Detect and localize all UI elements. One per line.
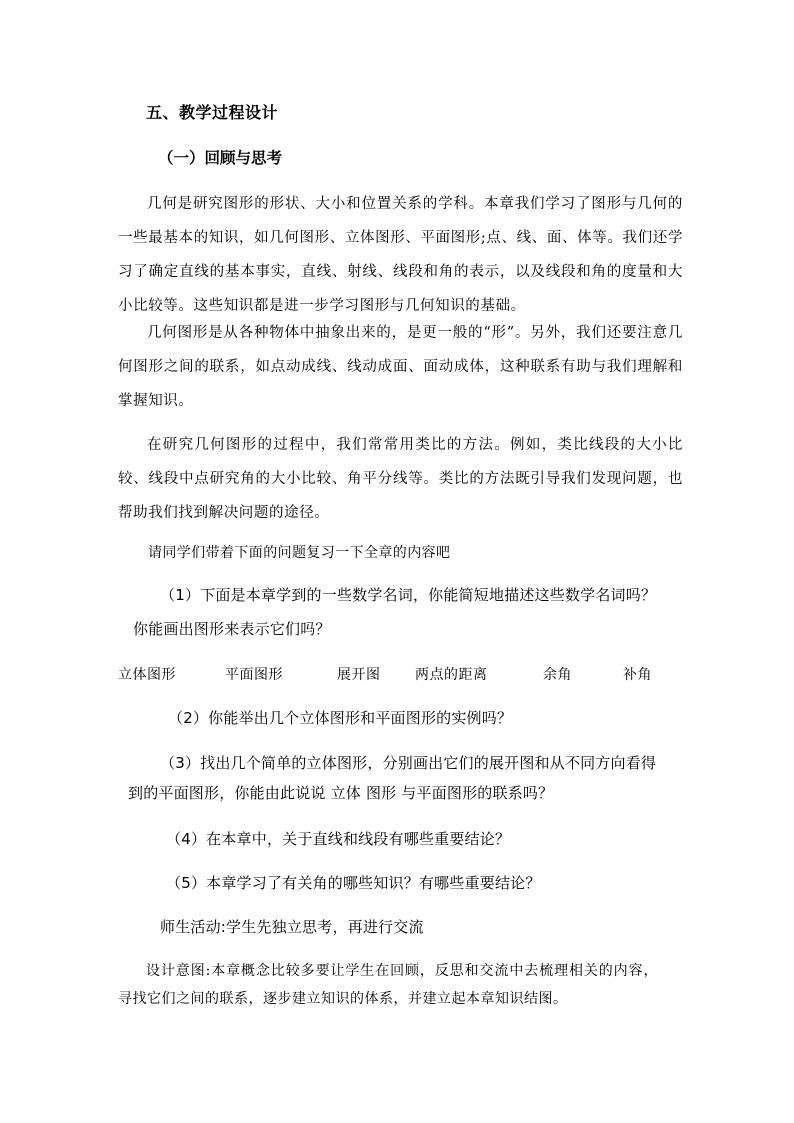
question-3-line-2: 到的平面图形，你能由此说说 立体 图形 与平面图形的联系吗？	[128, 784, 554, 802]
question-4: （4）在本章中，关于直线和线段有哪些重要结论？	[166, 830, 511, 848]
paragraph-geometry-intro: 几何是研究图形的形状、大小和位置关系的学科。本章我们学习了图形与几何的一些最基本的知识，如几何图形、立体图形、平面图形;点、线、面、体等。我们还学习了确定直线的基本事实，直线、射线、线段和角的表示，以及线段和角的度量和大小比较等。这些知识都是进一步学习图形与几何知识的基础。	[118, 196, 683, 314]
term-item: 立体图形	[118, 667, 176, 683]
paragraph-shape-relations: 几何图形是从各种物体中抽象出来的，是更一般的“形”。另外，我们还要注意几何图形之间的联系，如点动成线、线动成面、面动成体，这种联系有助与我们理解和掌握知识。	[118, 325, 683, 409]
term-item: 余角	[543, 667, 572, 683]
paragraph-analogy-method: 在研究几何图形的过程中，我们常常用类比的方法。例如，类比线段的大小比较、线段中点研究角的大小比较、角平分线等。类比的方法既引导我们发现问题，也帮助我们找到解决问题的途径。	[118, 437, 683, 521]
question-1-line-2: 你能画出图形来表示它们吗？	[133, 620, 331, 638]
review-prompt: 请同学们带着下面的问题复习一下全章的内容吧	[148, 545, 451, 561]
section-title: 五、教学过程设计	[146, 103, 279, 122]
term-item: 展开图	[337, 667, 381, 683]
question-2: （2）你能举出几个立体图形和平面图形的实例吗？	[168, 709, 513, 727]
term-item: 平面图形	[225, 667, 283, 683]
question-1-line-1: （1）下面是本章学到的一些数学名词，你能简短地描述这些数学名词吗？	[160, 586, 657, 604]
subsection-title: （一）回顾与思考	[158, 149, 283, 167]
term-item: 两点的距离	[415, 667, 488, 683]
term-item: 补角	[623, 667, 652, 683]
question-5: （5）本章学习了有关角的哪些知识？有哪些重要结论？	[166, 874, 541, 892]
design-intent: 设计意图:本章概念比较多要让学生在回顾，反思和交流中去梳理相关的内容，寻找它们之间的联系，逐步建立知识的体系，并建立起本章知识结图。	[118, 963, 658, 1007]
teacher-student-activity: 师生活动:学生先独立思考，再进行交流	[160, 918, 424, 936]
question-3-line-1: （3）找出几个简单的立体图形，分别画出它们的展开图和从不同方向看得	[160, 754, 657, 772]
